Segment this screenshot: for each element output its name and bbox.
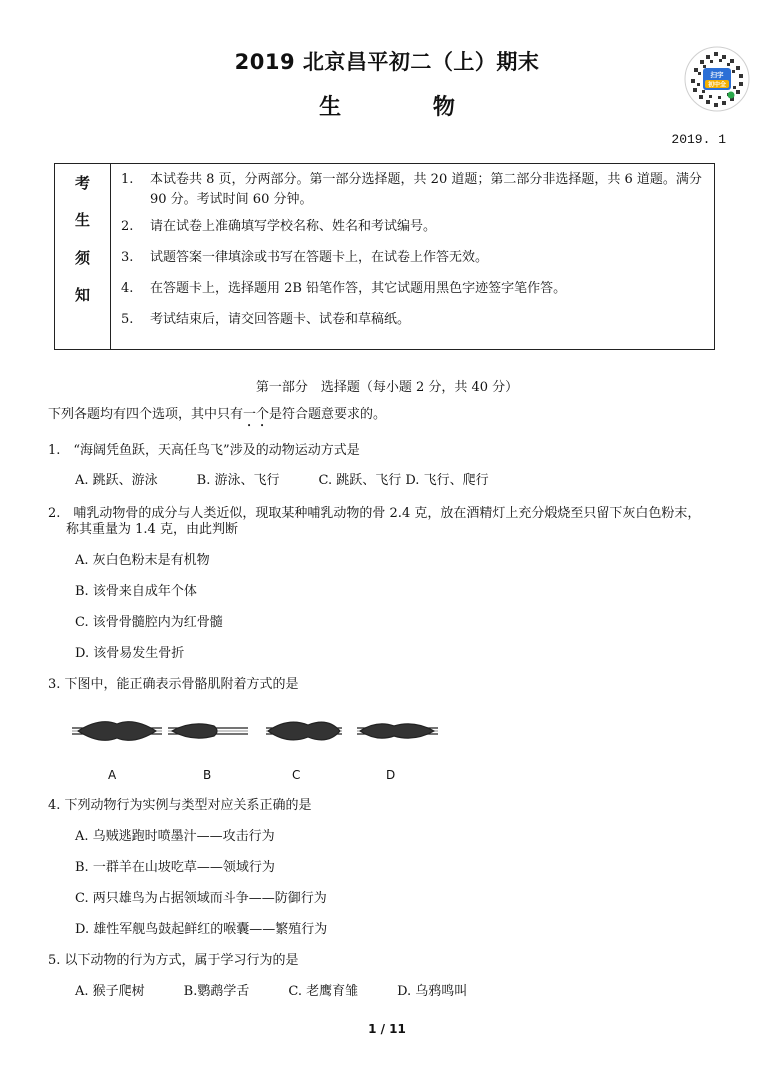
notice-item-number: 2. [121,219,134,234]
muscle-attachment-figure [72,714,440,748]
instruction-emphasis: 一个 [243,407,270,422]
instruction-text [48,406,386,430]
notice-label-column [55,164,111,349]
qr-code-icon [684,46,750,112]
question-4-option: C. 两只雄鸟为占据领域而斗争——防御行为 [75,891,327,906]
notice-label-char: 考 [74,174,90,192]
exam-date: 2019. 1 [671,132,726,147]
exam-notice-box [54,163,715,350]
question-1-stem: 1. “海阔凭鱼跃，天高任鸟飞”涉及的动物运动方式是 [48,443,360,458]
qr-label-top: 扫字 [710,71,724,79]
section-heading: 第一部分 选择题（每小题 2 分，共 40 分） [255,380,519,395]
notice-item-text: 在答题卡上，选择题用 2B 铅笔作答，其它试题用黑色字迹签字笔作答。 [150,281,567,296]
question-4-option: B. 一群羊在山坡吃草——领域行为 [75,860,275,875]
notice-item [121,310,706,330]
notice-item-text: 本试卷共 8 页，分两部分。第一部分选择题，共 20 道题；第二部分非选择题，共 6 道题。满分 90 分。考试时间 60 分钟。 [150,172,702,207]
notice-label-char: 知 [74,286,90,304]
page-number: 1 / 11 [368,1022,406,1036]
question-5-stem: 5. 以下动物的行为方式，属于学习行为的是 [48,953,299,968]
instruction-before: 下列各题均有四个选项，其中只有 [48,407,244,422]
notice-item [121,248,706,268]
notice-item [121,170,706,210]
notice-item [121,279,706,299]
instruction-after: 是符合题意要求的。 [269,407,387,422]
notice-item-text: 试题答案一律填涂或书写在答题卡上，在试卷上作答无效。 [150,250,489,265]
question-4-option: A. 乌贼逃跑时喷墨汁——攻击行为 [75,829,275,844]
question-1-options: A. 跳跃、游泳 B. 游泳、飞行 C. 跳跃、飞行 D. 飞行、爬行 [75,473,489,488]
question-4-stem: 4. 下列动物行为实例与类型对应关系正确的是 [48,798,312,813]
subject-char: 生 [319,95,342,120]
page-title: 2019 北京昌平初二（上）期末 [234,50,540,74]
figure-label: D [386,768,396,782]
question-2-stem: 2. 哺乳动物骨的成分与人类近似，现取某种哺乳动物的骨 2.4 克，放在酒精灯上充分煅烧至只留下灰白色粉末， [48,506,701,521]
notice-item-number: 5. [121,312,134,327]
notice-label-char: 须 [74,249,90,267]
notice-item-number: 3. [121,250,134,265]
notice-label-char: 生 [74,211,90,229]
figure-label: B [203,768,212,782]
question-2-option: B. 该骨来自成年个体 [75,584,197,599]
question-2-option: A. 灰白色粉末是有机物 [75,553,210,568]
notice-item-text: 请在试卷上准确填写学校名称、姓名和考试编号。 [150,219,437,234]
subject-title [0,90,774,121]
figure-label: C [292,768,301,782]
notice-item [121,217,706,237]
figure-label: A [108,768,117,782]
notice-item-number: 4. [121,281,134,296]
qr-label-bottom: 初中全 [707,81,727,89]
subject-char: 物 [432,95,455,120]
question-2-stem-continued: 称其重量为 1.4 克，由此判断 [66,522,238,537]
notice-item-text: 考试结束后，请交回答题卡、试卷和草稿纸。 [150,312,411,327]
question-2-option: D. 该骨易发生骨折 [75,646,185,661]
question-2-option: C. 该骨骨髓腔内为红骨髓 [75,615,223,630]
question-4-option: D. 雄性军舰鸟鼓起鲜红的喉囊——繁殖行为 [75,922,328,937]
question-5-options: A. 猴子爬树 B.鹦鹉学舌 C. 老鹰育雏 D. 乌鸦鸣叫 [75,984,468,999]
notice-item-number: 1. [121,172,134,187]
question-3-stem: 3. 下图中，能正确表示骨骼肌附着方式的是 [48,677,299,692]
